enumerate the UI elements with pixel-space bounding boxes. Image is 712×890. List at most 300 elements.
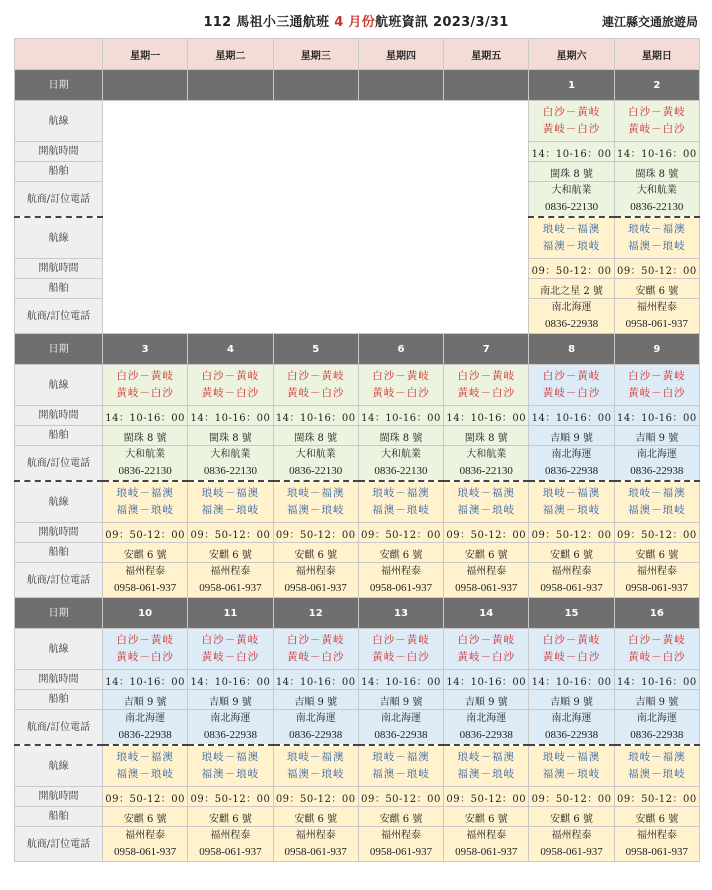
company-info	[444, 828, 528, 860]
ship-name: 安麒 6 號	[294, 814, 338, 825]
route-cell	[273, 481, 358, 523]
departure-time-label-text: 開航時間	[38, 263, 79, 274]
booking-phone: 0958-061-937	[625, 582, 688, 594]
ship-cell	[358, 543, 443, 563]
ship-cell	[529, 426, 614, 446]
company-info	[188, 711, 272, 743]
route-return: 黃岐－白沙	[628, 123, 686, 135]
ship-label-text: 船舶	[48, 547, 69, 558]
ship-cell	[273, 690, 358, 710]
route-outbound: 白沙－黃岐	[542, 370, 601, 382]
ship-name: 安麒 6 號	[379, 814, 423, 825]
ship-name: 閩珠 8 號	[379, 433, 423, 444]
date-cell: 3	[103, 334, 188, 365]
corner-cell	[15, 39, 103, 70]
company-name: 福州程泰	[551, 830, 592, 841]
route-outbound: 白沙－黃岐	[201, 634, 260, 646]
departure-time-cell	[273, 670, 358, 690]
date-label: 日期	[15, 334, 103, 365]
route-return: 黃岐－白沙	[286, 651, 345, 663]
route-cell	[273, 365, 358, 406]
departure-time-text: 14：10-16：00	[190, 413, 271, 424]
date-cell	[358, 70, 443, 101]
ship-name: 吉順 9 號	[635, 697, 679, 708]
ship-cell	[614, 690, 699, 710]
route-return: 福澳－琅岐	[201, 768, 260, 780]
route-return: 黃岐－白沙	[542, 387, 601, 399]
company-name: 福州程泰	[125, 566, 166, 577]
departure-time-text: 14：10-16：00	[616, 413, 697, 424]
company-cell	[188, 827, 273, 862]
route-cell	[614, 481, 699, 523]
ship-cell	[444, 543, 529, 563]
route-cell	[444, 481, 529, 523]
ship-cell	[103, 690, 188, 710]
route-cell	[444, 745, 529, 787]
ship-cell	[444, 426, 529, 446]
company-name: 南北海運	[551, 302, 592, 313]
ship-name: 南北之星 2 號	[540, 286, 603, 297]
ship-cell	[188, 426, 273, 446]
departure-time-label-text: 開航時間	[38, 146, 79, 157]
route-label	[15, 101, 103, 142]
booking-phone: 0836-22130	[630, 201, 684, 213]
departure-time-cell	[103, 670, 188, 690]
company-cell	[614, 563, 699, 598]
booking-phone: 0836-22938	[544, 729, 599, 741]
booking-phone: 0836-22938	[118, 729, 172, 741]
company-name: 大和航業	[551, 185, 592, 196]
route-return: 黃岐－白沙	[116, 651, 174, 663]
route-label	[15, 745, 103, 787]
route-cell	[273, 745, 358, 787]
departure-time-text: 14：10-16：00	[616, 149, 697, 160]
ship-cell	[614, 807, 699, 827]
ship-cell	[103, 807, 188, 827]
company-name: 南北海運	[380, 713, 421, 724]
company-name: 福州程泰	[295, 830, 336, 841]
title-suffix: 航班資訊 2023/3/31	[375, 15, 509, 30]
route-outbound: 琅岐－福澳	[201, 487, 260, 499]
company-cell	[188, 446, 273, 482]
route-outbound: 琅岐－福澳	[628, 751, 686, 763]
departure-time-text: 09：50-12：00	[190, 794, 271, 805]
company-name: 福州程泰	[636, 830, 677, 841]
departure-time-label	[15, 259, 103, 279]
route-return: 福澳－琅岐	[372, 504, 430, 516]
route-return: 福澳－琅岐	[116, 504, 174, 516]
ship-label	[15, 807, 103, 827]
departure-time-text: 14：10-16：00	[105, 677, 186, 688]
departure-time-text: 09：50-12：00	[275, 530, 356, 541]
departure-time-cell	[529, 523, 614, 543]
departure-time-text: 14：10-16：00	[446, 413, 527, 424]
departure-time-cell	[614, 787, 699, 807]
route-outbound: 琅岐－福澳	[542, 487, 601, 499]
company-info	[529, 183, 613, 215]
company-cell	[103, 710, 188, 746]
route-return: 黃岐－白沙	[372, 387, 430, 399]
company-info	[359, 564, 443, 596]
route-return: 黃岐－白沙	[542, 123, 601, 135]
ship-name: 安麒 6 號	[123, 814, 167, 825]
ship-label-text: 船舶	[48, 283, 69, 294]
company-info	[274, 711, 358, 743]
ship-row	[15, 807, 700, 827]
route-outbound: 琅岐－福澳	[628, 223, 686, 235]
booking-phone: 0958-061-937	[284, 582, 347, 594]
route-outbound: 琅岐－福澳	[372, 487, 430, 499]
company-cell	[444, 710, 529, 746]
company-info	[529, 564, 613, 596]
company-label-text: 航商/訂位電話	[26, 193, 91, 205]
booking-phone: 0836-22130	[544, 201, 599, 213]
route-cell	[358, 481, 443, 523]
departure-time-text: 14：10-16：00	[361, 677, 441, 688]
company-name: 福州程泰	[636, 566, 677, 577]
ship-name: 閩珠 8 號	[635, 169, 679, 180]
booking-phone: 0836-22130	[289, 465, 343, 477]
weekday-fri: 星期五	[444, 39, 529, 70]
route-cell	[529, 101, 614, 142]
company-name: 大和航業	[380, 449, 421, 460]
company-info	[103, 828, 187, 860]
ship-cell	[529, 279, 614, 299]
departure-time-text: 14：10-16：00	[531, 413, 612, 424]
company-label	[15, 299, 103, 334]
departure-time-text: 09：50-12：00	[105, 530, 186, 541]
route-cell	[103, 745, 188, 787]
company-label	[15, 710, 103, 746]
ship-cell	[614, 162, 699, 182]
ship-cell	[614, 279, 699, 299]
departure-time-cell	[188, 406, 273, 426]
booking-phone: 0958-061-937	[199, 846, 262, 858]
departure-time-text: 09：50-12：00	[105, 794, 186, 805]
company-info	[615, 711, 699, 743]
route-outbound: 琅岐－福澳	[286, 487, 345, 499]
route-label	[15, 365, 103, 406]
date-row	[15, 70, 700, 101]
route-cell	[529, 365, 614, 406]
ship-name: 安麒 6 號	[209, 550, 252, 561]
company-name: 福州程泰	[466, 566, 507, 577]
title-month: 4 月份	[334, 15, 376, 30]
company-name: 大和航業	[210, 449, 251, 460]
ship-cell	[273, 807, 358, 827]
ship-label	[15, 279, 103, 299]
departure-time-text: 09：50-12：00	[616, 266, 697, 277]
company-cell	[103, 827, 188, 862]
ship-cell	[358, 690, 443, 710]
route-outbound: 白沙－黃岐	[628, 634, 686, 646]
route-return: 福澳－琅岐	[542, 240, 601, 252]
company-info	[444, 447, 528, 479]
date-cell: 10	[103, 598, 188, 629]
departure-time-cell	[444, 406, 529, 426]
title-prefix: 112 馬祖小三通航班	[203, 15, 335, 30]
company-info	[274, 828, 358, 860]
company-info	[359, 447, 443, 479]
company-name: 南北海運	[125, 713, 166, 724]
route-outbound: 琅岐－福澳	[542, 223, 601, 235]
ship-name: 安麒 6 號	[464, 814, 508, 825]
company-info	[529, 828, 613, 860]
date-cell: 2	[614, 70, 699, 101]
booking-phone: 0958-061-937	[625, 318, 688, 330]
route-outbound: 白沙－黃岐	[286, 370, 345, 382]
route-label-text: 航線	[48, 643, 69, 655]
departure-time-text: 09：50-12：00	[275, 794, 356, 805]
route-return: 福澳－琅岐	[286, 504, 345, 516]
date-cell: 13	[358, 598, 443, 629]
ship-name: 安麒 6 號	[123, 550, 167, 561]
ship-row	[15, 543, 700, 563]
company-cell	[614, 827, 699, 862]
date-cell	[103, 70, 188, 101]
departure-time-text: 09：50-12：00	[531, 530, 612, 541]
route-label-text: 航線	[48, 760, 69, 772]
company-name: 南北海運	[636, 449, 677, 460]
departure-time-cell	[188, 670, 273, 690]
ship-cell	[614, 543, 699, 563]
company-cell	[529, 710, 614, 746]
route-return: 福澳－琅岐	[372, 768, 430, 780]
route-outbound: 琅岐－福澳	[286, 751, 345, 763]
booking-phone: 0836-22130	[118, 465, 172, 477]
company-cell	[529, 563, 614, 598]
route-label	[15, 629, 103, 670]
route-row	[15, 101, 700, 142]
departure-time-cell	[103, 406, 188, 426]
empty-area	[103, 101, 529, 334]
route-return: 黃岐－白沙	[201, 387, 260, 399]
date-row	[15, 334, 700, 365]
ship-cell	[188, 690, 273, 710]
weekday-wed: 星期三	[273, 39, 358, 70]
ship-cell	[103, 543, 188, 563]
departure-time-label	[15, 142, 103, 162]
ship-name: 安麒 6 號	[550, 814, 593, 825]
ship-cell	[529, 162, 614, 182]
company-info	[615, 447, 699, 479]
ship-name: 吉順 9 號	[379, 697, 423, 708]
departure-time-text: 14：10-16：00	[446, 677, 527, 688]
route-return: 福澳－琅岐	[628, 240, 686, 252]
route-row	[15, 365, 700, 406]
departure-time-cell	[529, 406, 614, 426]
company-cell	[103, 446, 188, 482]
ship-cell	[273, 543, 358, 563]
weekday-sun: 星期日	[614, 39, 699, 70]
company-cell	[358, 710, 443, 746]
company-label-text: 航商/訂位電話	[26, 310, 91, 322]
ship-cell	[188, 543, 273, 563]
route-cell	[614, 745, 699, 787]
departure-time-row	[15, 670, 700, 690]
route-outbound: 琅岐－福澳	[116, 487, 174, 499]
date-cell: 15	[529, 598, 614, 629]
ship-cell	[529, 807, 614, 827]
booking-phone: 0958-061-937	[284, 846, 347, 858]
route-return: 黃岐－白沙	[628, 387, 686, 399]
departure-time-cell	[529, 142, 614, 162]
departure-time-row	[15, 787, 700, 807]
departure-time-cell	[103, 523, 188, 543]
company-name: 福州程泰	[380, 566, 421, 577]
route-outbound: 琅岐－福澳	[457, 751, 516, 763]
route-outbound: 白沙－黃岐	[542, 634, 601, 646]
company-info	[103, 447, 187, 479]
booking-phone: 0836-22938	[459, 729, 513, 741]
company-name: 南北海運	[636, 713, 677, 724]
company-info	[103, 711, 187, 743]
ship-label-text: 船舶	[48, 430, 69, 441]
route-outbound: 琅岐－福澳	[116, 751, 174, 763]
date-cell	[188, 70, 273, 101]
departure-time-label	[15, 406, 103, 426]
company-name: 大和航業	[636, 185, 677, 196]
company-info	[529, 447, 613, 479]
departure-time-row	[15, 523, 700, 543]
company-cell	[103, 563, 188, 598]
booking-phone: 0958-061-937	[199, 582, 262, 594]
departure-time-label	[15, 523, 103, 543]
departure-time-text: 09：50-12：00	[361, 794, 441, 805]
route-return: 黃岐－白沙	[542, 651, 601, 663]
company-info	[274, 564, 358, 596]
departure-time-label-text: 開航時間	[38, 791, 79, 802]
ship-label	[15, 690, 103, 710]
route-cell	[529, 629, 614, 670]
route-cell	[529, 217, 614, 259]
departure-time-row	[15, 406, 700, 426]
company-name: 福州程泰	[210, 566, 251, 577]
route-cell	[188, 629, 273, 670]
booking-phone: 0836-22130	[203, 465, 257, 477]
departure-time-cell	[358, 670, 443, 690]
route-cell	[444, 365, 529, 406]
company-info	[529, 711, 613, 743]
route-cell	[444, 629, 529, 670]
route-cell	[529, 745, 614, 787]
company-cell	[614, 710, 699, 746]
departure-time-label-text: 開航時間	[38, 674, 79, 685]
departure-time-text: 14：10-16：00	[531, 149, 612, 160]
company-name: 福州程泰	[466, 830, 507, 841]
route-cell	[273, 629, 358, 670]
route-cell	[614, 365, 699, 406]
ship-cell	[444, 807, 529, 827]
company-info	[529, 300, 613, 332]
departure-time-text: 14：10-16：00	[361, 413, 441, 424]
ship-name: 閩珠 8 號	[550, 169, 593, 180]
date-cell: 9	[614, 334, 699, 365]
route-cell	[358, 365, 443, 406]
ship-name: 吉順 9 號	[123, 697, 167, 708]
departure-time-label-text: 開航時間	[38, 527, 79, 538]
date-cell: 11	[188, 598, 273, 629]
route-outbound: 琅岐－福澳	[201, 751, 260, 763]
ship-label-text: 船舶	[48, 166, 69, 177]
departure-time-cell	[358, 787, 443, 807]
route-return: 福澳－琅岐	[542, 768, 601, 780]
route-return: 福澳－琅岐	[116, 768, 174, 780]
ship-label	[15, 543, 103, 563]
route-cell	[614, 217, 699, 259]
route-outbound: 琅岐－福澳	[372, 751, 430, 763]
company-cell	[614, 182, 699, 218]
route-outbound: 白沙－黃岐	[201, 370, 260, 382]
company-row	[15, 563, 700, 598]
company-row	[15, 446, 700, 482]
departure-time-text: 14：10-16：00	[190, 677, 271, 688]
departure-time-cell	[358, 523, 443, 543]
company-name: 大和航業	[295, 449, 336, 460]
company-cell	[188, 563, 273, 598]
ship-cell	[358, 807, 443, 827]
company-info	[444, 564, 528, 596]
booking-phone: 0836-22938	[630, 729, 684, 741]
company-info	[615, 183, 699, 215]
date-cell: 8	[529, 334, 614, 365]
booking-phone: 0836-22130	[459, 465, 513, 477]
ship-cell	[273, 426, 358, 446]
route-cell	[358, 745, 443, 787]
date-label: 日期	[15, 70, 103, 101]
ship-name: 吉順 9 號	[464, 697, 508, 708]
page-header	[0, 0, 712, 36]
ship-name: 閩珠 8 號	[294, 433, 338, 444]
department-name: 連江縣交通旅遊局	[601, 15, 698, 29]
departure-time-text: 14：10-16：00	[275, 677, 356, 688]
company-name: 福州程泰	[551, 566, 592, 577]
ship-cell	[529, 543, 614, 563]
company-info	[615, 564, 699, 596]
company-cell	[529, 182, 614, 218]
departure-time-text: 09：50-12：00	[446, 794, 527, 805]
departure-time-cell	[358, 406, 443, 426]
company-cell	[358, 446, 443, 482]
departure-time-text: 14：10-16：00	[275, 413, 356, 424]
ship-cell	[103, 426, 188, 446]
booking-phone: 0958-061-937	[455, 846, 518, 858]
company-cell	[444, 563, 529, 598]
booking-phone: 0958-061-937	[369, 582, 433, 594]
departure-time-text: 09：50-12：00	[190, 530, 271, 541]
date-cell: 5	[273, 334, 358, 365]
weekday-sat: 星期六	[529, 39, 614, 70]
company-cell	[529, 827, 614, 862]
company-label-text: 航商/訂位電話	[26, 457, 91, 469]
booking-phone: 0958-061-937	[455, 582, 518, 594]
company-info	[359, 828, 443, 860]
route-cell	[358, 629, 443, 670]
company-name: 福州程泰	[210, 830, 251, 841]
ship-name: 安麒 6 號	[464, 550, 508, 561]
route-outbound: 白沙－黃岐	[286, 634, 345, 646]
departure-time-cell	[614, 142, 699, 162]
ship-label-text: 船舶	[48, 811, 69, 822]
company-name: 福州程泰	[636, 302, 677, 313]
company-info	[188, 564, 272, 596]
company-row	[15, 710, 700, 746]
company-info	[103, 564, 187, 596]
departure-time-cell	[614, 406, 699, 426]
route-return: 黃岐－白沙	[372, 651, 430, 663]
company-info	[274, 447, 358, 479]
date-cell: 12	[273, 598, 358, 629]
